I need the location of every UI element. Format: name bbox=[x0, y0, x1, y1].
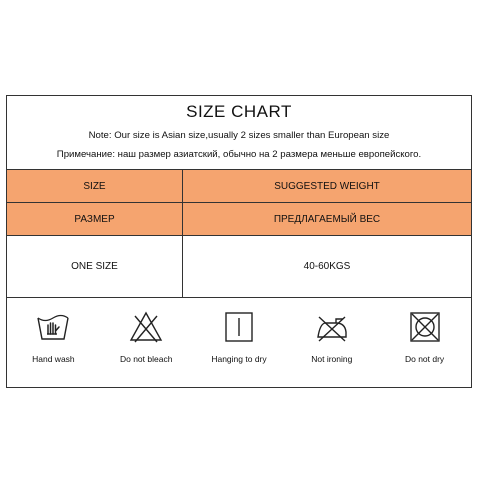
care-label: Do not bleach bbox=[119, 354, 173, 364]
hand-wash-icon bbox=[36, 310, 70, 344]
weight-header: SUGGESTED WEIGHT bbox=[274, 180, 380, 192]
note-russian: Примечание: наш размер азиатский, обычно на 2 размера меньше европейского. bbox=[56, 149, 422, 160]
weight-header-ru: ПРЕДЛАГАЕМЫЙ ВЕС bbox=[273, 213, 381, 225]
care-instructions bbox=[7, 298, 471, 387]
hanging-dry-icon bbox=[222, 310, 256, 344]
size-value: ONE SIZE bbox=[7, 236, 183, 297]
chart-title: SIZE CHART bbox=[186, 102, 292, 121]
size-chart bbox=[6, 95, 472, 388]
table-row bbox=[7, 236, 471, 298]
note-english: Note: Our size is Asian size,usually 2 sizes smaller than European size bbox=[88, 130, 390, 141]
care-label: Do not dry bbox=[404, 354, 445, 364]
header-row-russian bbox=[7, 203, 471, 236]
care-label: Hand wash bbox=[32, 354, 75, 364]
care-label: Hanging to dry bbox=[211, 354, 267, 364]
care-label: Not ironing bbox=[311, 354, 353, 364]
care-item-hanging-to-dry bbox=[193, 298, 286, 387]
do-not-bleach-icon bbox=[129, 310, 163, 344]
chart-header bbox=[7, 96, 471, 170]
care-item-do-not-bleach bbox=[100, 298, 193, 387]
size-header: SIZE bbox=[7, 170, 183, 202]
header-row-english bbox=[7, 170, 471, 203]
care-item-do-not-dry bbox=[378, 298, 471, 387]
do-not-dry-icon bbox=[408, 310, 442, 344]
not-ironing-icon bbox=[315, 310, 349, 344]
care-item-hand-wash bbox=[7, 298, 100, 387]
care-item-not-ironing bbox=[285, 298, 378, 387]
size-header-ru: РАЗМЕР bbox=[7, 203, 183, 235]
weight-value: 40-60KGS bbox=[303, 261, 351, 272]
